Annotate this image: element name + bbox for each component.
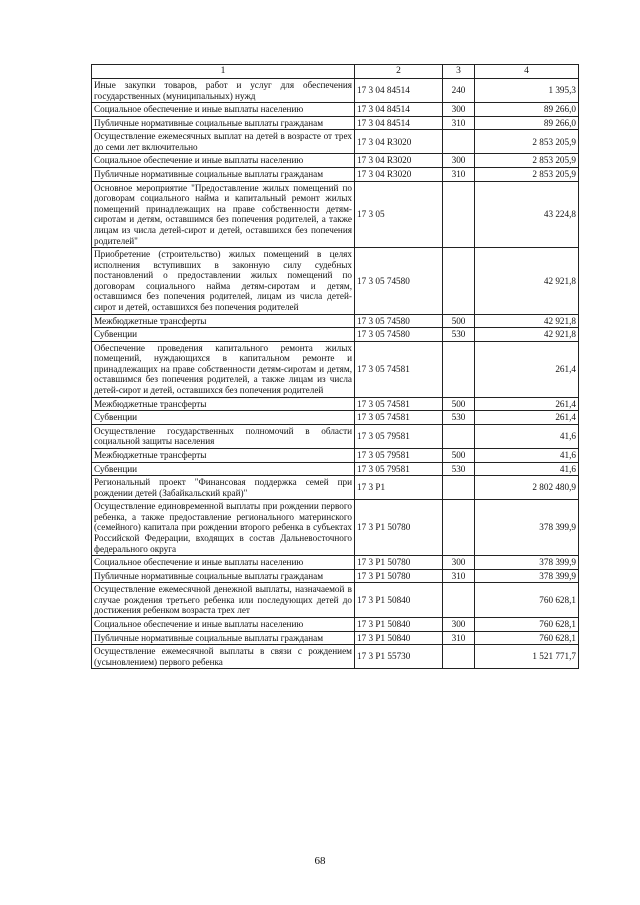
row-code-cell: 17 3 05 79581 xyxy=(355,424,443,448)
row-code-cell: 17 3 04 R3020 xyxy=(355,168,443,182)
row-amount-cell: 2 802 480,9 xyxy=(475,476,579,500)
table-row xyxy=(92,341,579,397)
row-code-cell: 17 3 05 79581 xyxy=(355,462,443,476)
column-header: 4 xyxy=(475,65,579,79)
row-type-cell xyxy=(443,645,475,669)
row-amount-cell: 41,6 xyxy=(475,462,579,476)
table-row xyxy=(92,448,579,462)
row-amount-cell: 760 628,1 xyxy=(475,631,579,645)
row-code-cell: 17 3 P1 50780 xyxy=(355,556,443,570)
table-row xyxy=(92,116,579,130)
row-code-cell: 17 3 P1 50840 xyxy=(355,631,443,645)
row-name-cell: Межбюджетные трансферты xyxy=(92,397,355,411)
row-name-cell: Публичные нормативные социальные выплаты гражданам xyxy=(92,631,355,645)
row-name-cell: Приобретение (строительство) жилых помещений в целях исполнения вступивших в законную силу судебных постановлений о предоставлении жилых помещений по договорам социального найма детям-сиротам и детям, оставшимся без попечения родителей, лицам из числа детей-сирот и детей, оставшихся без попечения родителей xyxy=(92,248,355,314)
row-code-cell: 17 3 05 74581 xyxy=(355,397,443,411)
row-name-cell: Осуществление ежемесячной выплаты в связи с рождением (усыновлением) первого ребенка xyxy=(92,645,355,669)
row-type-cell xyxy=(443,341,475,397)
row-name-cell: Социальное обеспечение и иные выплаты населению xyxy=(92,556,355,570)
row-name-cell: Основное мероприятие "Предоставление жилых помещений по договорам социального найма и капитальный ремонт жилых помещений принадлежащих на праве собственности детям-сиротам и детям, оставшимся без попечения родителей, а также лицам из числа детей-сирот и детей, оставшихся без попечения родителей" xyxy=(92,181,355,247)
table-row xyxy=(92,130,579,154)
row-type-cell xyxy=(443,181,475,247)
row-amount-cell: 41,6 xyxy=(475,448,579,462)
column-header: 3 xyxy=(443,65,475,79)
row-type-cell: 310 xyxy=(443,116,475,130)
row-name-cell: Обеспечение проведения капитального ремонта жилых помещений, нуждающихся в капитальном ремонте и принадлежащих на праве собственности детям-сиротам и детям, оставшимся без попечения родителей, а также лицам из числа детей-сирот и детей, оставшихся без попечения родителей xyxy=(92,341,355,397)
row-code-cell: 17 3 P1 55730 xyxy=(355,645,443,669)
row-amount-cell: 43 224,8 xyxy=(475,181,579,247)
row-amount-cell: 760 628,1 xyxy=(475,618,579,632)
row-type-cell: 310 xyxy=(443,168,475,182)
row-code-cell: 17 3 05 74580 xyxy=(355,248,443,314)
table-row xyxy=(92,583,579,618)
row-type-cell: 530 xyxy=(443,328,475,342)
row-type-cell: 310 xyxy=(443,631,475,645)
table-row xyxy=(92,79,579,103)
row-type-cell: 530 xyxy=(443,411,475,425)
row-name-cell: Осуществление единовременной выплаты при рождении первого ребенка, а также предоставление регионального материнского (семейного) капитала при рождении второго ребенка в субъектах Российской Федерации, входящих в состав Дальневосточного федерального округа xyxy=(92,500,355,556)
row-code-cell: 17 3 04 84514 xyxy=(355,116,443,130)
row-code-cell: 17 3 04 R3020 xyxy=(355,154,443,168)
row-name-cell: Социальное обеспечение и иные выплаты населению xyxy=(92,618,355,632)
row-code-cell: 17 3 05 79581 xyxy=(355,448,443,462)
row-amount-cell: 42 921,8 xyxy=(475,328,579,342)
row-name-cell: Региональный проект "Финансовая поддержка семей при рождении детей (Забайкальский край)" xyxy=(92,476,355,500)
table-row xyxy=(92,645,579,669)
row-code-cell: 17 3 05 74580 xyxy=(355,314,443,328)
row-amount-cell: 42 921,8 xyxy=(475,248,579,314)
row-type-cell: 300 xyxy=(443,556,475,570)
row-name-cell: Субвенции xyxy=(92,411,355,425)
row-type-cell xyxy=(443,130,475,154)
row-name-cell: Публичные нормативные социальные выплаты гражданам xyxy=(92,168,355,182)
row-type-cell: 300 xyxy=(443,103,475,117)
row-name-cell: Социальное обеспечение и иные выплаты населению xyxy=(92,154,355,168)
row-type-cell: 300 xyxy=(443,618,475,632)
budget-table xyxy=(91,64,579,669)
table-row xyxy=(92,424,579,448)
row-amount-cell: 2 853 205,9 xyxy=(475,154,579,168)
table-row xyxy=(92,248,579,314)
table-row xyxy=(92,154,579,168)
row-type-cell: 500 xyxy=(443,314,475,328)
row-type-cell: 500 xyxy=(443,397,475,411)
table-row xyxy=(92,397,579,411)
row-code-cell: 17 3 P1 50780 xyxy=(355,569,443,583)
row-name-cell: Иные закупки товаров, работ и услуг для обеспечения государственных (муниципальных) нужд xyxy=(92,79,355,103)
table-row xyxy=(92,462,579,476)
row-amount-cell: 760 628,1 xyxy=(475,583,579,618)
row-name-cell: Публичные нормативные социальные выплаты гражданам xyxy=(92,569,355,583)
row-code-cell: 17 3 04 R3020 xyxy=(355,130,443,154)
row-code-cell: 17 3 05 xyxy=(355,181,443,247)
row-code-cell: 17 3 P1 50840 xyxy=(355,583,443,618)
table-row xyxy=(92,328,579,342)
row-name-cell: Осуществление ежемесячных выплат на детей в возрасте от трех до семи лет включительно xyxy=(92,130,355,154)
row-code-cell: 17 3 P1 xyxy=(355,476,443,500)
row-amount-cell: 261,4 xyxy=(475,397,579,411)
table-row xyxy=(92,556,579,570)
row-type-cell xyxy=(443,248,475,314)
table-row xyxy=(92,631,579,645)
table-row xyxy=(92,314,579,328)
row-code-cell: 17 3 05 74581 xyxy=(355,341,443,397)
row-type-cell xyxy=(443,476,475,500)
row-code-cell: 17 3 05 74581 xyxy=(355,411,443,425)
row-code-cell: 17 3 04 84514 xyxy=(355,103,443,117)
row-name-cell: Публичные нормативные социальные выплаты гражданам xyxy=(92,116,355,130)
row-amount-cell: 378 399,9 xyxy=(475,500,579,556)
row-type-cell: 500 xyxy=(443,448,475,462)
table-body xyxy=(92,79,579,669)
table-row xyxy=(92,618,579,632)
row-name-cell: Осуществление ежемесячной денежной выплаты, назначаемой в случае рождения третьего ребенка или последующих детей до достижения ребенком возраста трех лет xyxy=(92,583,355,618)
row-amount-cell: 89 266,0 xyxy=(475,116,579,130)
row-name-cell: Социальное обеспечение и иные выплаты населению xyxy=(92,103,355,117)
row-amount-cell: 89 266,0 xyxy=(475,103,579,117)
row-amount-cell: 1 395,3 xyxy=(475,79,579,103)
row-type-cell: 240 xyxy=(443,79,475,103)
page-number: 68 xyxy=(314,855,326,867)
row-amount-cell: 378 399,9 xyxy=(475,569,579,583)
row-type-cell xyxy=(443,583,475,618)
row-type-cell xyxy=(443,424,475,448)
row-amount-cell: 2 853 205,9 xyxy=(475,130,579,154)
row-code-cell: 17 3 P1 50780 xyxy=(355,500,443,556)
row-name-cell: Межбюджетные трансферты xyxy=(92,314,355,328)
row-code-cell: 17 3 05 74580 xyxy=(355,328,443,342)
row-amount-cell: 378 399,9 xyxy=(475,556,579,570)
table-row xyxy=(92,103,579,117)
row-type-cell: 530 xyxy=(443,462,475,476)
table-row xyxy=(92,476,579,500)
row-amount-cell: 42 921,8 xyxy=(475,314,579,328)
row-type-cell: 300 xyxy=(443,154,475,168)
table-row xyxy=(92,500,579,556)
column-header: 2 xyxy=(355,65,443,79)
table-row xyxy=(92,569,579,583)
row-name-cell: Осуществление государственных полномочий в области социальной защиты населения xyxy=(92,424,355,448)
row-amount-cell: 41,6 xyxy=(475,424,579,448)
row-code-cell: 17 3 P1 50840 xyxy=(355,618,443,632)
row-type-cell: 310 xyxy=(443,569,475,583)
row-name-cell: Субвенции xyxy=(92,462,355,476)
row-name-cell: Межбюджетные трансферты xyxy=(92,448,355,462)
row-amount-cell: 1 521 771,7 xyxy=(475,645,579,669)
row-type-cell xyxy=(443,500,475,556)
table-row xyxy=(92,181,579,247)
table-row xyxy=(92,411,579,425)
column-header: 1 xyxy=(92,65,355,79)
row-name-cell: Субвенции xyxy=(92,328,355,342)
row-code-cell: 17 3 04 84514 xyxy=(355,79,443,103)
table-row xyxy=(92,168,579,182)
row-amount-cell: 261,4 xyxy=(475,411,579,425)
row-amount-cell: 261,4 xyxy=(475,341,579,397)
table-header-row xyxy=(92,65,579,79)
row-amount-cell: 2 853 205,9 xyxy=(475,168,579,182)
